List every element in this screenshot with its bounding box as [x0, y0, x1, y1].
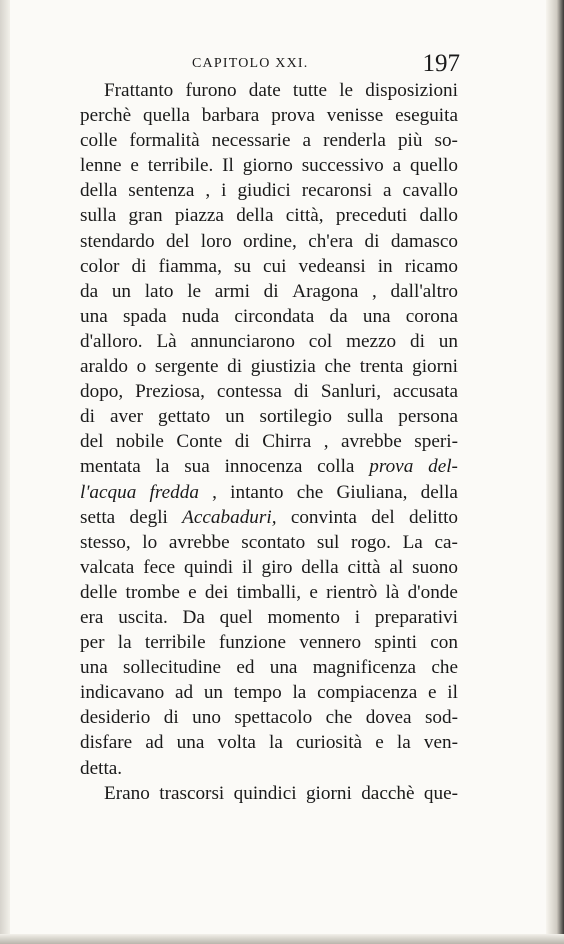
- text-word: ,: [323, 431, 329, 453]
- text-word: che: [296, 481, 324, 503]
- text-word: piazza: [174, 205, 224, 227]
- text-word: di: [293, 381, 309, 403]
- text-word: degli: [129, 506, 168, 528]
- text-word: disfare: [80, 732, 133, 754]
- text-word: preceduti: [335, 205, 408, 227]
- text-word: città: [347, 556, 381, 578]
- text-word: una: [80, 657, 108, 679]
- text-word: i: [354, 606, 361, 628]
- text-word: Giuliana,: [336, 481, 408, 503]
- text-word: ,: [212, 481, 217, 503]
- text-word: lenne: [80, 155, 122, 177]
- text-word: recaronsi: [301, 180, 373, 202]
- text-word: furono: [185, 80, 237, 101]
- text-word: città,: [285, 205, 324, 227]
- text-word: necessarie: [211, 130, 291, 152]
- text-word: avrebbe: [168, 531, 230, 553]
- text-word: una: [269, 657, 298, 679]
- text-word: col: [308, 330, 333, 352]
- text-word: color: [80, 255, 120, 277]
- text-word: spettacolo: [234, 707, 313, 729]
- text-line: [80, 505, 458, 530]
- text-word: giudici: [237, 180, 291, 202]
- text-word: fiamma,: [158, 255, 222, 277]
- text-word: della: [301, 556, 339, 578]
- text-line: [80, 655, 458, 680]
- text-word: convinta: [290, 506, 357, 528]
- body-text: [80, 78, 458, 806]
- text-line: [80, 454, 458, 479]
- text-word: colle: [80, 130, 118, 152]
- text-word: corona: [405, 305, 458, 327]
- text-word: Chirra: [262, 431, 312, 453]
- text-word: mentata: [80, 456, 141, 478]
- text-word: la: [396, 732, 411, 754]
- text-word: della: [420, 481, 458, 503]
- text-word: nuda: [181, 305, 220, 327]
- text-word: funzione: [218, 632, 286, 654]
- running-head: [80, 50, 460, 80]
- text-word: circondata: [234, 305, 315, 327]
- text-word: là: [385, 581, 400, 603]
- text-word: preparativi: [374, 606, 458, 628]
- text-word: del: [165, 230, 190, 252]
- text-word: momento: [267, 606, 340, 628]
- text-word: terribile.: [147, 155, 214, 177]
- text-word: una: [176, 732, 205, 754]
- text-line: [80, 530, 458, 555]
- page-number: 197: [422, 50, 460, 77]
- text-word: rientrò: [326, 581, 378, 603]
- text-word: della: [80, 180, 118, 202]
- text-word: date: [248, 80, 281, 101]
- text-word: ed: [236, 657, 255, 679]
- text-word: scontato: [241, 531, 306, 553]
- text-word: sentenza: [128, 180, 195, 202]
- text-word: innocenza: [224, 456, 303, 478]
- text-word: sollecitudine: [123, 657, 222, 679]
- text-line: [80, 680, 458, 705]
- text-word: quindici: [233, 782, 297, 804]
- text-word: accusata: [393, 381, 458, 403]
- text-word: sod-: [424, 707, 458, 729]
- text-word: Il: [222, 155, 234, 177]
- text-word: la: [292, 682, 307, 704]
- text-word: intanto: [230, 481, 284, 503]
- text-word: la: [117, 632, 132, 654]
- text-line: [80, 304, 458, 329]
- text-word: sortilegio: [259, 406, 332, 428]
- text-word: dei: [204, 581, 229, 603]
- text-word: eseguita: [395, 105, 458, 127]
- text-word: Sanluri,: [320, 381, 382, 403]
- text-word: cui: [263, 255, 287, 277]
- text-line: [80, 254, 458, 279]
- text-word: successivo: [301, 155, 384, 177]
- text-word: del: [371, 506, 395, 528]
- text-word: dacchè: [361, 782, 415, 804]
- text-word: l'acqua: [80, 481, 137, 503]
- text-word: un: [438, 330, 458, 352]
- text-word: que-: [423, 782, 458, 804]
- text-word: uscita.: [118, 606, 168, 628]
- text-word: perchè: [80, 105, 132, 127]
- text-word: la: [155, 456, 170, 478]
- text-word: nobile: [115, 431, 164, 453]
- text-word: sulla: [80, 205, 117, 227]
- text-word: magnificenza: [312, 657, 417, 679]
- text-word: sul: [316, 531, 340, 553]
- text-word: del-: [428, 456, 458, 478]
- text-word: disposizioni: [365, 80, 458, 101]
- text-line: [80, 429, 458, 454]
- text-word: lato: [144, 280, 174, 302]
- text-word: loro: [200, 230, 232, 252]
- text-word: spinti: [374, 632, 417, 654]
- text-word: da: [329, 305, 348, 327]
- text-word: Frattanto: [104, 80, 174, 101]
- text-word: Erano: [104, 782, 150, 804]
- text-word: vennero: [299, 632, 362, 654]
- text-word: più: [397, 130, 423, 152]
- text-word: gettato: [158, 406, 211, 428]
- chapter-heading: CAPITOLO XXI.: [192, 56, 309, 71]
- text-word: quel: [219, 606, 253, 628]
- text-word: avrebbe: [341, 431, 402, 453]
- text-word: del: [80, 431, 104, 453]
- text-word: contessa: [216, 381, 282, 403]
- text-word: persona: [398, 406, 458, 428]
- text-line: [80, 78, 458, 103]
- text-word: i: [221, 180, 227, 202]
- text-word: ad: [174, 682, 194, 704]
- text-word: vedeansi: [298, 255, 366, 277]
- text-line: [80, 103, 458, 128]
- text-line: [80, 178, 458, 203]
- text-line: [80, 705, 458, 730]
- text-word: ad: [145, 732, 164, 754]
- text-line: [80, 781, 458, 806]
- text-word: giustizia: [250, 356, 316, 378]
- text-word: che: [324, 356, 352, 378]
- text-line: [80, 128, 458, 153]
- text-word: venisse: [326, 105, 384, 127]
- text-word: e: [427, 682, 437, 704]
- text-word: speri-: [414, 431, 458, 453]
- text-word: e: [130, 155, 139, 177]
- text-word: le: [187, 280, 202, 302]
- text-word: suono: [412, 556, 458, 578]
- text-word: giorno: [242, 155, 293, 177]
- text-word: araldo: [80, 356, 128, 378]
- text-word: quella: [143, 105, 190, 127]
- text-word: e: [188, 581, 197, 603]
- text-word: so-: [434, 130, 458, 152]
- text-word: barbara: [201, 105, 260, 127]
- text-word: di: [163, 707, 179, 729]
- text-word: di: [131, 255, 147, 277]
- text-word: fredda: [149, 481, 199, 503]
- text-word: quello: [409, 155, 458, 177]
- text-word: che: [325, 707, 353, 729]
- text-line: [80, 480, 458, 505]
- text-word: rogo.: [350, 531, 391, 553]
- text-word: il: [241, 556, 253, 578]
- text-word: di: [364, 230, 380, 252]
- text-word: di: [227, 356, 243, 378]
- text-word: dopo,: [80, 381, 124, 403]
- text-line: [80, 153, 458, 178]
- text-word: un: [225, 406, 245, 428]
- text-line: [80, 580, 458, 605]
- text-word: colla: [317, 456, 355, 478]
- text-word: delle: [80, 581, 118, 603]
- text-word: d'alloro.: [80, 330, 143, 352]
- text-line: [80, 279, 458, 304]
- text-word: La: [402, 531, 423, 553]
- text-word: a: [302, 130, 312, 152]
- text-word: a: [392, 155, 402, 177]
- text-word: tempo: [233, 682, 282, 704]
- text-word: gran: [128, 205, 163, 227]
- text-word: stesso,: [80, 531, 131, 553]
- text-word: Accabaduri,: [182, 506, 277, 528]
- text-word: cavallo: [402, 180, 458, 202]
- text-word: su: [233, 255, 251, 277]
- text-word: o: [136, 356, 147, 378]
- text-word: ch'era: [308, 230, 354, 252]
- text-word: mezzo: [346, 330, 397, 352]
- text-word: sua: [184, 456, 210, 478]
- text-word: lo: [142, 531, 158, 553]
- text-word: da: [80, 280, 99, 302]
- text-word: in: [377, 255, 393, 277]
- text-word: giorni: [412, 356, 458, 378]
- text-line: [80, 354, 458, 379]
- text-word: giorni: [305, 782, 352, 804]
- text-word: indicavano: [80, 682, 165, 704]
- text-word: per: [80, 632, 105, 654]
- text-word: le: [339, 80, 354, 101]
- text-line: [80, 555, 458, 580]
- text-word: ordine,: [243, 230, 297, 252]
- text-word: valcata: [80, 556, 135, 578]
- text-word: d'onde: [407, 581, 458, 603]
- text-word: di: [234, 431, 250, 453]
- text-word: dall'altro: [390, 280, 458, 302]
- text-word: formalità: [129, 130, 200, 152]
- text-line: [80, 605, 458, 630]
- text-word: trascorsi: [159, 782, 225, 804]
- text-line: [80, 756, 458, 781]
- text-word: di: [409, 330, 425, 352]
- text-word: detta.: [80, 757, 123, 779]
- text-word: timballi,: [236, 581, 302, 603]
- text-word: Aragona: [292, 280, 359, 302]
- text-line: [80, 203, 458, 228]
- text-word: setta: [80, 506, 116, 528]
- text-word: annunciarono: [190, 330, 295, 352]
- text-word: di: [80, 406, 95, 428]
- text-word: una: [362, 305, 391, 327]
- text-word: prova: [271, 105, 315, 127]
- text-word: un: [203, 682, 223, 704]
- text-word: che: [431, 657, 458, 679]
- text-word: Preziosa,: [135, 381, 205, 403]
- text-word: delitto: [408, 506, 458, 528]
- text-word: era: [80, 606, 104, 628]
- text-line: [80, 404, 458, 429]
- text-word: uno: [192, 707, 221, 729]
- text-word: compiacenza: [317, 682, 418, 704]
- text-word: ven-: [423, 732, 458, 754]
- text-line: [80, 229, 458, 254]
- page-left-edge: [0, 0, 10, 944]
- text-word: giro: [261, 556, 293, 578]
- text-word: sergente: [154, 356, 219, 378]
- page-binding-shadow: [546, 0, 564, 944]
- text-word: desiderio: [80, 707, 151, 729]
- text-word: un: [111, 280, 132, 302]
- text-word: sulla: [347, 406, 384, 428]
- text-line: [80, 630, 458, 655]
- text-word: armi: [214, 280, 250, 302]
- text-word: e: [375, 732, 384, 754]
- text-word: spada: [122, 305, 167, 327]
- text-word: di: [263, 280, 279, 302]
- text-word: trombe: [125, 581, 180, 603]
- text-word: curiosità: [296, 732, 363, 754]
- text-word: volta: [217, 732, 256, 754]
- text-word: ca-: [434, 531, 458, 553]
- text-word: damasco: [390, 230, 458, 252]
- text-word: terribile: [144, 632, 206, 654]
- text-word: della: [236, 205, 274, 227]
- text-word: stendardo: [80, 230, 155, 252]
- text-word: ,: [205, 180, 211, 202]
- text-word: fece: [143, 556, 176, 578]
- text-word: ricamo: [404, 255, 458, 277]
- text-word: Conte: [176, 431, 223, 453]
- text-word: trenta: [359, 356, 404, 378]
- text-word: Da: [182, 606, 205, 628]
- text-word: dallo: [419, 205, 458, 227]
- page-bottom-edge: [0, 934, 564, 944]
- text-word: con: [430, 632, 458, 654]
- text-line: [80, 379, 458, 404]
- text-word: aver: [109, 406, 143, 428]
- text-word: la: [269, 732, 283, 754]
- text-word: il: [447, 682, 458, 704]
- text-word: prova: [369, 456, 414, 478]
- text-word: ,: [372, 280, 377, 302]
- text-word: a: [383, 180, 392, 202]
- text-word: e: [309, 581, 318, 603]
- text-word: al: [389, 556, 404, 578]
- text-word: quindi: [184, 556, 234, 578]
- text-word: Là: [156, 330, 177, 352]
- text-word: una: [80, 305, 108, 327]
- text-line: [80, 730, 458, 755]
- text-word: dovea: [365, 707, 412, 729]
- text-line: [80, 329, 458, 354]
- text-word: tutte: [292, 80, 328, 101]
- text-word: renderla: [323, 130, 386, 152]
